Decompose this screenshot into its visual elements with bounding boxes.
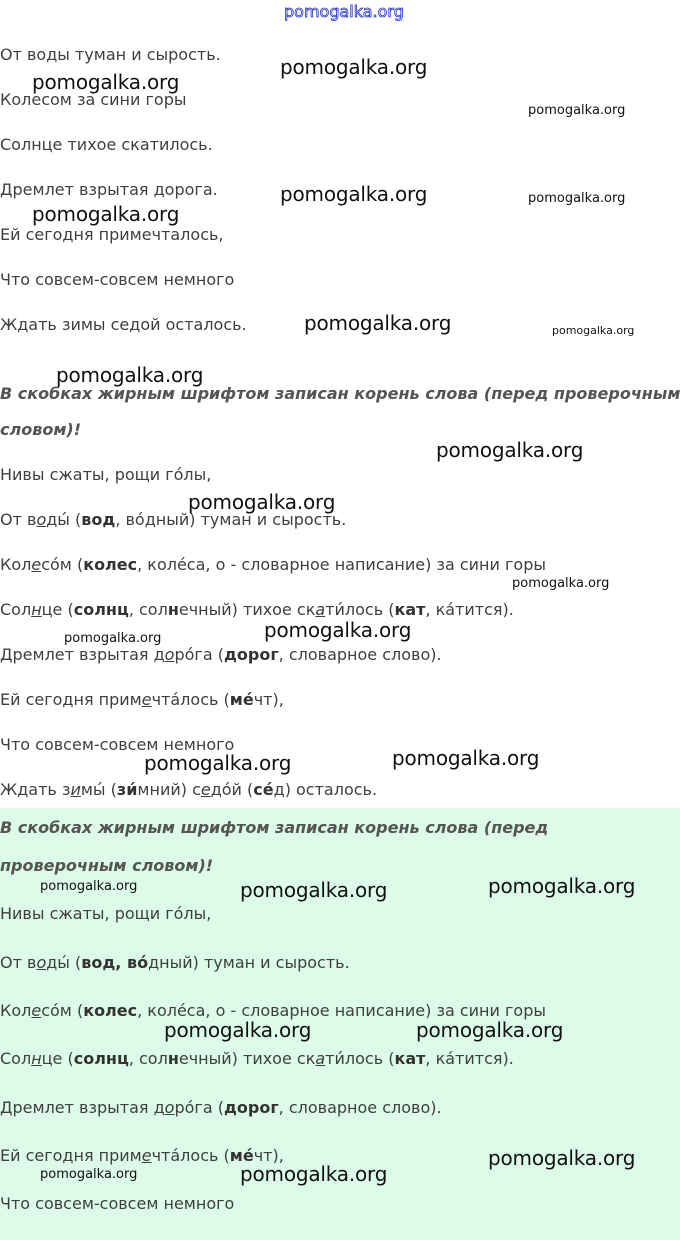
watermark: pomogalka.org (552, 324, 635, 337)
watermark: pomogalka.org (32, 202, 180, 226)
answer1-line-1: Нивы сжаты, рощи го́лы, (0, 465, 212, 484)
watermark: pomogalka.org (40, 1167, 138, 1182)
watermark-top: pomogalka.org (284, 2, 404, 21)
answer2-line-2: От воды́ (вод, во́дный) туман и сырость. (0, 953, 350, 972)
watermark: pomogalka.org (240, 878, 388, 902)
watermark: pomogalka.org (280, 55, 428, 79)
poem-line-4: Солнце тихое скатилось. (0, 135, 213, 154)
watermark: pomogalka.org (436, 438, 584, 462)
poem-line-3: Колесом за сини горы (0, 90, 187, 109)
poem-line-8: Ждать зимы седой осталось. (0, 315, 247, 334)
answer2-line-1: Нивы сжаты, рощи го́лы, (0, 904, 212, 923)
note-line-2: словом)! (0, 420, 81, 439)
watermark: pomogalka.org (280, 182, 428, 206)
watermark: pomogalka.org (64, 631, 162, 646)
answer2-line-5: Дремлет взрытая доро́га (дорог, словарное слово). (0, 1098, 442, 1117)
note2-line-1: В скобках жирным шрифтом записан корень слова (перед (0, 818, 549, 837)
watermark: pomogalka.org (512, 576, 610, 591)
watermark: pomogalka.org (304, 311, 452, 335)
watermark: pomogalka.org (528, 103, 626, 118)
answer1-line-8: Ждать зимы́ (зи́мний) седо́й (се́д) осталось. (0, 780, 378, 799)
watermark: pomogalka.org (164, 1018, 312, 1042)
answer1-line-7: Что совсем-совсем немного (0, 735, 235, 754)
watermark: pomogalka.org (528, 191, 626, 206)
answer2-line-4: Солнце (солнц, солнечный) тихое скати́лось (кат, ка́тится). (0, 1049, 514, 1068)
poem-line-2: От воды туман и сырость. (0, 45, 221, 64)
watermark: pomogalka.org (188, 490, 336, 514)
watermark: pomogalka.org (416, 1018, 564, 1042)
watermark: pomogalka.org (40, 879, 138, 894)
answer2-line-6: Ей сегодня примечта́лось (ме́чт), (0, 1146, 284, 1165)
answer1-line-2: От воды́ (вод, во́дный) туман и сырость. (0, 510, 347, 529)
answer2-line-3: Колесо́м (колес, коле́са, о - словарное написание) за сини горы (0, 1001, 546, 1020)
watermark: pomogalka.org (392, 746, 540, 770)
poem-line-7: Что совсем-совсем немного (0, 270, 235, 289)
watermark: pomogalka.org (32, 70, 180, 94)
answer2-line-7: Что совсем-совсем немного (0, 1194, 235, 1213)
watermark: pomogalka.org (144, 751, 292, 775)
answer1-line-4: Солнце (солнц, солнечный) тихое скати́лось (кат, ка́тится). (0, 600, 514, 619)
poem-line-5: Дремлет взрытая дорога. (0, 180, 218, 199)
poem-line-6: Ей сегодня примечталось, (0, 225, 224, 244)
note2-line-2: проверочным словом)! (0, 856, 214, 875)
watermark: pomogalka.org (488, 1146, 636, 1170)
watermark: pomogalka.org (264, 618, 412, 642)
note-line-1: В скобках жирным шрифтом записан корень слова (перед проверочным (0, 384, 680, 403)
watermark: pomogalka.org (488, 874, 636, 898)
watermark: pomogalka.org (56, 363, 204, 387)
watermark: pomogalka.org (240, 1162, 388, 1186)
answer1-line-6: Ей сегодня примечта́лось (ме́чт), (0, 690, 284, 709)
answer1-line-5: Дремлет взрытая доро́га (дорог, словарное слово). (0, 645, 442, 664)
answer1-line-3: Колесо́м (колес, коле́са, о - словарное написание) за сини горы (0, 555, 546, 574)
